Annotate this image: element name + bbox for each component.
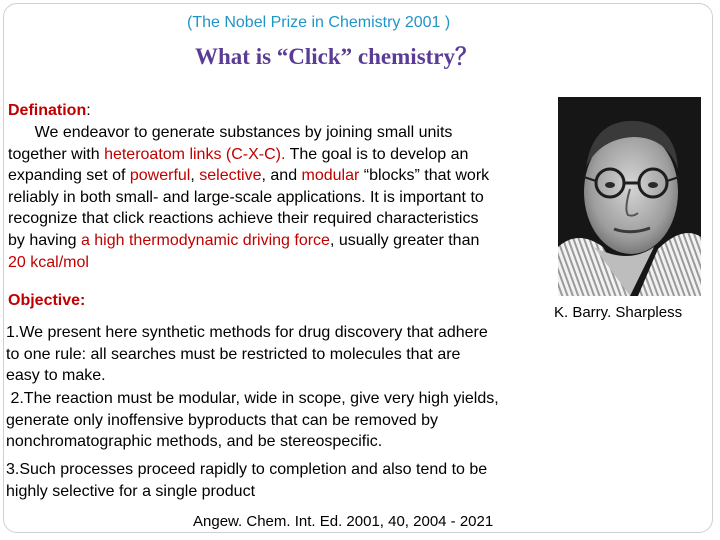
- definition-line: [8, 144, 556, 166]
- definition-text: together with: [8, 145, 105, 163]
- highlighted-term: powerful: [129, 167, 191, 185]
- objective-line: nonchromatographic methods, and be stereospecific.: [6, 433, 383, 451]
- objective-line: 2.The reaction must be modular, wide in scope, give very high yields,: [6, 390, 499, 407]
- objective-line: generate only inoffensive byproducts that can be removed by: [6, 411, 438, 429]
- definition-label: Defination: [8, 102, 87, 119]
- objective-line: 3.Such processes proceed rapidly to completion and also tend to be: [6, 461, 488, 478]
- highlighted-term: modular: [301, 167, 360, 185]
- highlighted-term: selective: [199, 167, 262, 185]
- definition-text: reliably in both small- and large-scale applications. It is important to: [8, 188, 484, 206]
- definition-text: , and: [261, 167, 302, 185]
- definition-text: by having: [8, 231, 81, 249]
- definition-text: ,: [190, 167, 200, 185]
- definition-line: [8, 165, 556, 187]
- definition-text: , usually greater than: [329, 231, 480, 249]
- portrait-photo: [558, 97, 701, 296]
- definition-line: [8, 208, 556, 230]
- objective-item: [6, 459, 566, 502]
- definition-line: [8, 187, 556, 209]
- definition-line: [8, 230, 556, 252]
- objective-line: highly selective for a single product: [6, 482, 256, 500]
- definition-paragraph: [8, 122, 556, 273]
- highlighted-term: a high thermodynamic driving force: [80, 231, 330, 249]
- definition-heading: [8, 100, 91, 122]
- definition-text: “blocks” that work: [359, 167, 490, 185]
- definition-text: recognize that click reactions achieve their required characteristics: [8, 210, 479, 228]
- definition-line: [8, 252, 556, 274]
- highlighted-term: 20 kcal/mol: [8, 253, 89, 271]
- highlighted-term: heteroatom links (C-X-C).: [104, 145, 286, 163]
- photo-caption: K. Barry. Sharpless: [554, 304, 683, 321]
- objective-item: [6, 388, 566, 453]
- objective-line: 1.We present here synthetic methods for drug discovery that adhere: [6, 324, 488, 341]
- definition-text: expanding set of: [8, 167, 130, 185]
- nobel-prize-note: (The Nobel Prize in Chemistry 2001 ): [187, 14, 451, 31]
- slide-title: What is “Click” chemistry？: [195, 44, 479, 69]
- objective-line: easy to make.: [6, 367, 106, 385]
- definition-colon: :: [86, 102, 91, 119]
- definition-text: We endeavor to generate substances by joining small units: [8, 124, 453, 141]
- objective-heading: Objective:: [8, 292, 86, 309]
- objective-item: [6, 322, 566, 387]
- definition-text: The goal is to develop an: [285, 145, 469, 163]
- citation: Angew. Chem. Int. Ed. 2001, 40, 2004 - 2021: [193, 513, 494, 530]
- definition-line: [8, 122, 556, 144]
- objective-line: to one rule: all searches must be restricted to molecules that are: [6, 345, 461, 363]
